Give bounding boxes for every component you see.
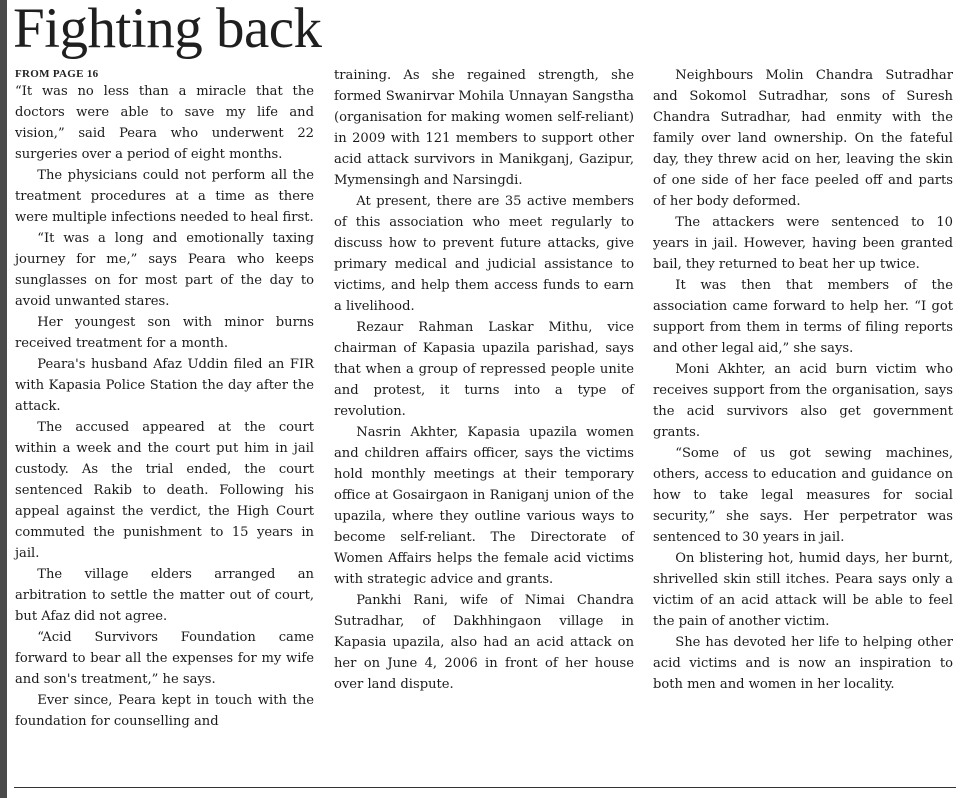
article-paragraph: Rezaur Rahman Laskar Mithu, vice chairman of Kapasia upazila parishad, says that when a group of repressed people unite and protest, it turns into a type of revolution. <box>334 320 634 419</box>
article-paragraph: The accused appeared at the court within a week and the court put him in jail custody. As the trial ended, the court sentenced Rakib to death. Following his appeal against the verdict, the High Court commuted the punishment to 15 years in jail. <box>15 420 314 561</box>
article-paragraph: The attackers were sentenced to 10 years in jail. However, having been granted bail, they returned to beat her up twice. <box>653 215 953 272</box>
article-paragraph: Nasrin Akhter, Kapasia upazila women and children affairs officer, says the victims hold monthly meetings at their temporary office at Gosairgaon in Raniganj union of the upazila, where they outline various ways to become self-reliant. The Directorate of Women Affairs helps the female acid victims with strategic advice and grants. <box>334 425 634 587</box>
article-column-3 <box>653 65 953 695</box>
article-paragraph: Ever since, Peara kept in touch with the foundation for counselling and <box>15 693 314 729</box>
article-paragraph: At present, there are 35 active members of this association who meet regularly to discuss how to prevent future attacks, give primary medical and judicial assistance to victims, and help them access funds to earn a livelihood. <box>334 194 634 314</box>
article-paragraph: Peara's husband Afaz Uddin filed an FIR with Kapasia Police Station the day after the attack. <box>15 357 314 414</box>
article-column-2 <box>334 65 634 695</box>
article-paragraph: “Acid Survivors Foundation came forward to bear all the expenses for my wife and son's treatment,” he says. <box>15 630 314 687</box>
article-paragraph: On blistering hot, humid days, her burnt, shrivelled skin still itches. Peara says only a victim of an acid attack will be able to feel the pain of another victim. <box>653 551 953 629</box>
page-edge-bar <box>0 0 7 798</box>
article-paragraph: training. As she regained strength, she formed Swanirvar Mohila Unnayan Sangstha (organisation for making women self-reliant) in 2009 with 121 members to support other acid attack survivors in Manikganj, Gazipur, Mymensingh and Narsingdi. <box>334 68 634 188</box>
article-column-1 <box>15 81 314 732</box>
article-paragraph: “It was no less than a miracle that the doctors were able to save my life and vision,” said Peara who underwent 22 surgeries over a period of eight months. <box>15 84 314 162</box>
article-paragraph: The physicians could not perform all the treatment procedures at a time as there were multiple infections needed to heal first. <box>15 168 314 225</box>
article-paragraph: “Some of us got sewing machines, others, access to education and guidance on how to take legal measures for social security,” she says. Her perpetrator was sentenced to 30 years in jail. <box>653 446 953 545</box>
article-paragraph: “It was a long and emotionally taxing journey for me,” says Peara who keeps sunglasses on for most part of the day to avoid unwanted stares. <box>15 231 314 309</box>
bottom-divider <box>14 787 956 788</box>
article-paragraph: It was then that members of the association came forward to help her. “I got support from them in terms of filing reports and other legal aid,” she says. <box>653 278 953 356</box>
article-paragraph: Pankhi Rani, wife of Nimai Chandra Sutradhar, of Dakhhingaon village in Kapasia upazila, also had an acid attack on her on June 4, 2006 in front of her house over land dispute. <box>334 593 634 692</box>
continued-from-label: FROM PAGE 16 <box>15 68 99 80</box>
article-paragraph: She has devoted her life to helping other acid victims and is now an inspiration to both men and women in her locality. <box>653 635 953 692</box>
article-headline: Fighting back <box>13 0 322 60</box>
article-paragraph: Moni Akhter, an acid burn victim who receives support from the organisation, says the acid survivors also get government grants. <box>653 362 953 440</box>
article-paragraph: Her youngest son with minor burns received treatment for a month. <box>15 315 314 351</box>
article-paragraph: Neighbours Molin Chandra Sutradhar and Sokomol Sutradhar, sons of Suresh Chandra Sutradhar, had enmity with the family over land ownership. On the fateful day, they threw acid on her, leaving the skin of one side of her face peeled off and parts of her body deformed. <box>653 68 953 209</box>
article-paragraph: The village elders arranged an arbitration to settle the matter out of court, but Afaz did not agree. <box>15 567 314 624</box>
